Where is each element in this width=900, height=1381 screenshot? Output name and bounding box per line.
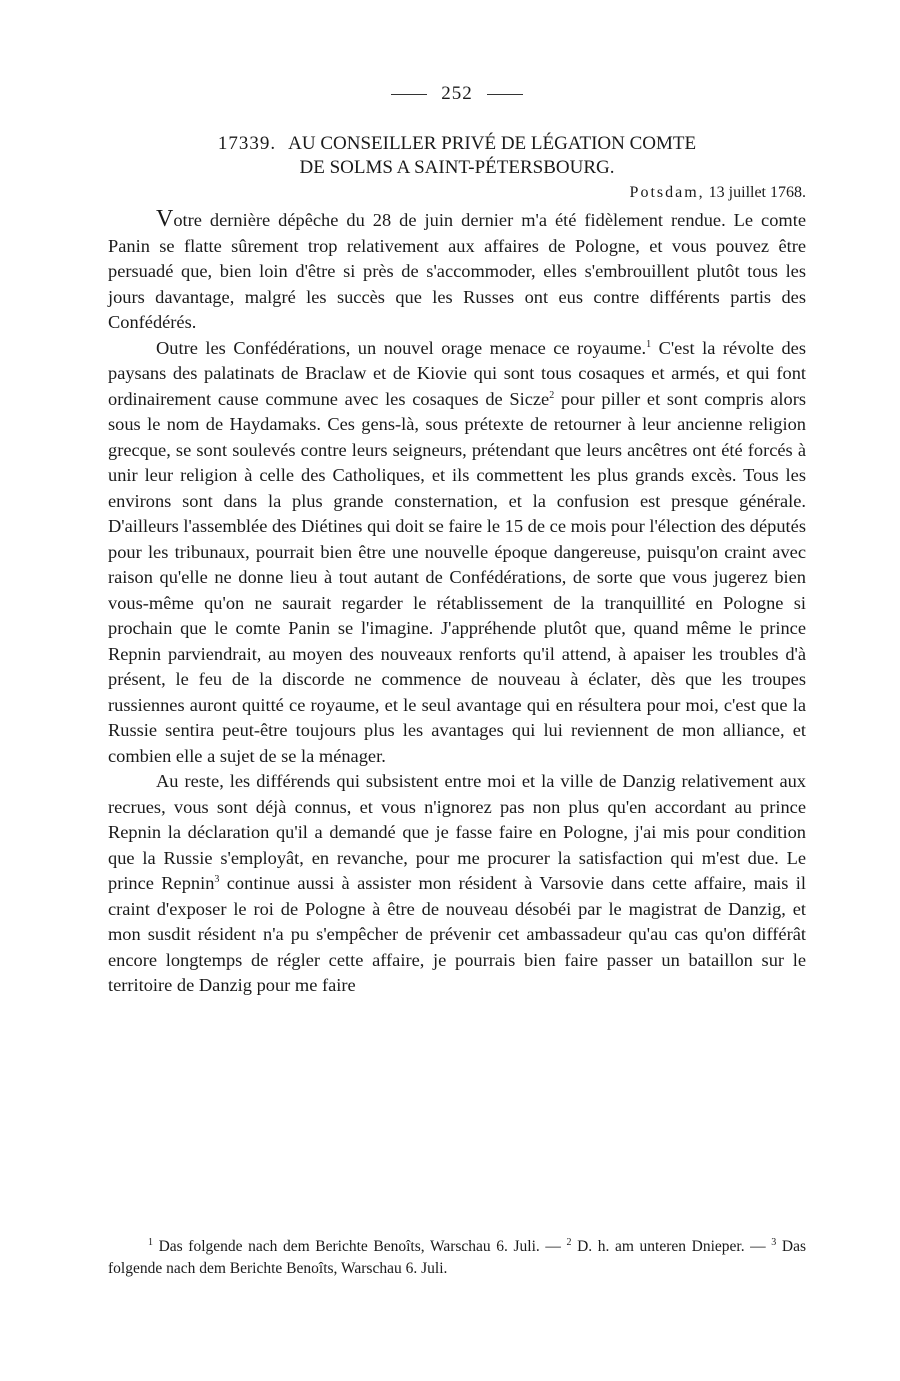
dateline — [108, 182, 806, 204]
footnote-3-text: Das folgende nach dem Berichte Benoîts, Warschau 6. Juli. — [108, 1238, 806, 1277]
paragraph-1-initial: V — [156, 206, 174, 232]
dateline-place: Potsdam, — [629, 184, 705, 201]
paragraph-2-text-b: C'est la révolte des paysans des palatinats de Braclaw et de Kiovie qui sont tous cosaques et armés, et qui font ordinairement cause commune avec les cosaques de Sicze — [108, 337, 806, 409]
page-number — [108, 82, 806, 106]
paragraph-3-text-b: continue aussi à assister mon résident à Varsovie dans cette affaire, mais il craint d'exposer le roi de Pologne à être de nouveau désobéi par le magistrat de Danzig, et mon susdit résident n'a pu s'empêcher de prévenir cet ambassadeur qu'au cas qu'on différât encore longtemps de régler cette affaire, je pourrais bien faire passer un bataillon sur le territoire de Danzig pour me faire — [108, 873, 807, 995]
footnote-ref-3: 3 — [214, 873, 220, 885]
letter-heading — [108, 132, 806, 180]
footnote-2-text: D. h. am unteren Dnieper. — — [571, 1238, 772, 1255]
paragraph-2 — [108, 336, 806, 770]
page-number-dash-right — [487, 94, 523, 95]
paragraph-3-text-a: Au reste, les différends qui subsistent entre moi et la ville de Danzig relativement aux recrues, vous sont déjà connus, et vous n'ignorez pas non plus qu'en accordant au prince Repnin la déclaration qu'il a demandé que je fasse faire en Pologne, j'ai mis pour condition que la Russie s'employât, en revanche, pour me procurer la satisfaction qui m'est due. Le prince Repnin — [108, 771, 806, 893]
letter-number: 17339. — [217, 133, 277, 154]
footnote-mark-2: 2 — [566, 1236, 572, 1248]
paragraph-3 — [108, 769, 806, 999]
letter-title-line2: DE SOLMS A SAINT-PÉTERSBOURG. — [299, 157, 615, 178]
letter-title-text1: AU CONSEILLER PRIVÉ DE LÉGATION COMTE — [288, 133, 697, 154]
paragraph-1 — [108, 208, 806, 336]
footnote-ref-2: 2 — [549, 389, 555, 401]
letter-title-line1 — [108, 132, 806, 156]
footnote-mark-1: 1 — [148, 1236, 153, 1248]
dateline-date: 13 juillet 1768. — [708, 184, 806, 201]
paragraph-1-text: otre dernière dépêche du 28 de juin dernier m'a été fidèlement rendue. Le comte Panin se flatte sûrement trop relativement aux affaires de Pologne, et vous pouvez être persuadé que, bien loin d'être si près de s'accommoder, elles s'embrouillent plutôt tous les jours davantage, malgré les succès que les Russes ont eus contre différents partis des Confédérés. — [108, 210, 806, 332]
page — [108, 82, 806, 999]
footnotes — [108, 1236, 806, 1280]
letter-body — [108, 208, 806, 999]
footnote-mark-3: 3 — [771, 1236, 777, 1248]
paragraph-2-text-a: Outre les Confédérations, un nouvel orage menace ce royaume. — [156, 337, 647, 358]
page-number-text: 252 — [441, 83, 473, 104]
footnote-1-text: Das folgende nach dem Berichte Benoîts, Warschau 6. Juli. — — [153, 1238, 567, 1255]
page-number-dash-left — [391, 94, 427, 95]
footnote-ref-1: 1 — [646, 338, 652, 350]
paragraph-2-text-c: pour piller et sont compris alors sous le nom de Haydamaks. Ces gens-là, sous prétexte de retourner à leur ancienne religion grecque, se sont soulevés contre leurs seigneurs, prétendant que leurs ancêtres ont été forcés à unir leur religion à celle des Catholiques, et ils commettent les plus grands excès. Tous les environs sont dans la plus grande consternation, et la confusion est presque générale. D'ailleurs l'assemblée des Diétines qui doit se faire le 15 de ce mois pour l'élection des députés pour les tribunaux, pourrait bien être une nouvelle époque dangereuse, puisqu'on craint avec raison qu'elle ne donne lieu à tout autant de Confédérations, de sorte que vous jugerez bien vous-même qu'on ne saurait regarder le rétablissement de la tranquillité en Pologne si prochain que le comte Panin se l'imagine. J'appréhende plutôt que, quand même le prince Repnin parviendrait, au moyen des nouveaux renforts qu'il attend, à apaiser les troubles d'à présent, le feu de la discorde ne commence de nouveau à éclater, dès que les troupes russiennes auront quitté ce royaume, et le seul avantage qui en résultera pour moi, c'est que la Russie sentira peut-être toujours plus les avantages qui lui reviennent de mon alliance, et combien elle a sujet de se la ménager. — [108, 388, 806, 766]
